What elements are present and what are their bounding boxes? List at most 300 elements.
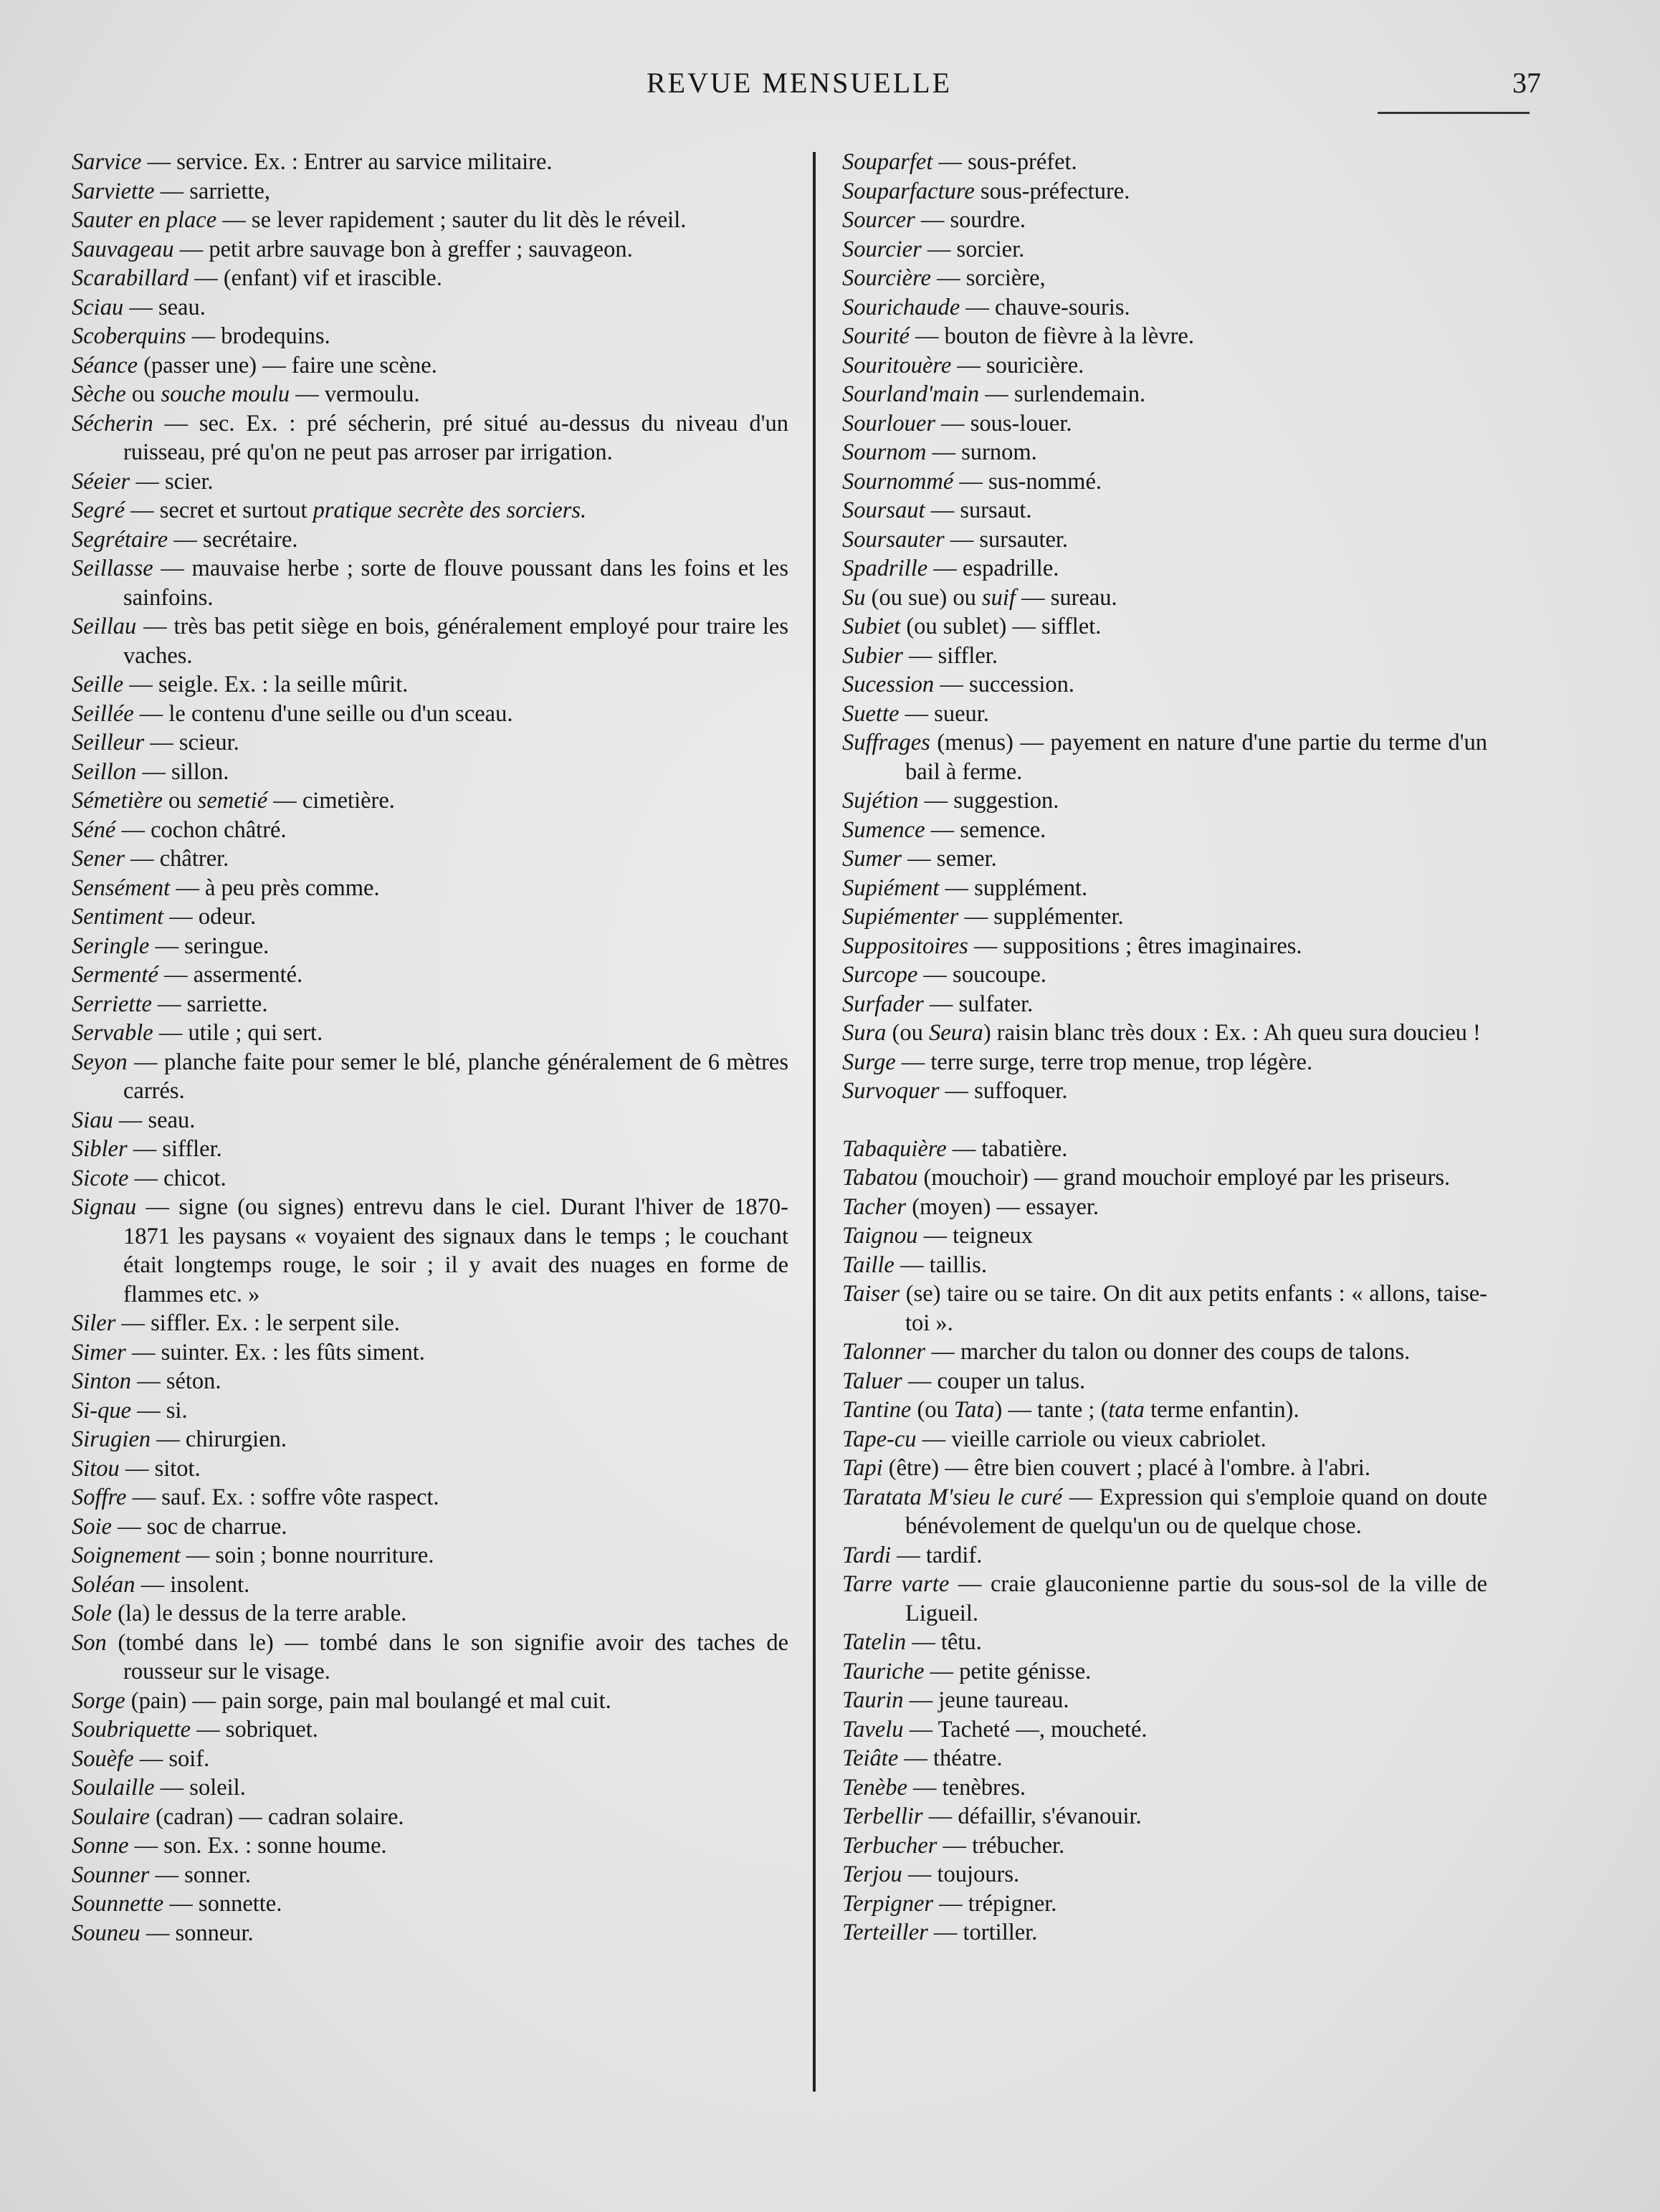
entry-headword: Sourcer	[842, 207, 915, 233]
glossary-entry	[72, 1396, 788, 1426]
entry-definition: (cadran) — cadran solaire.	[149, 1803, 404, 1830]
glossary-entry	[842, 467, 1487, 497]
entry-definition: — Expression qui s'emploie quand on doute bénévolement de quelqu'un ou de quelque chose.	[905, 1484, 1487, 1539]
entry-headword: Sentiment	[72, 904, 164, 930]
entry-headword: Tabatou	[842, 1165, 918, 1191]
entry-definition: — cochon châtré.	[115, 816, 287, 843]
glossary-entry	[842, 786, 1487, 816]
page-number: 37	[1512, 67, 1541, 99]
glossary-entry	[842, 1019, 1487, 1048]
glossary-entry	[72, 1135, 788, 1164]
entry-definition: — insolent.	[135, 1571, 250, 1598]
entry-definition: — sonneur.	[140, 1920, 254, 1946]
glossary-entry	[842, 1628, 1487, 1657]
entry-definition: — couper un talus.	[902, 1368, 1086, 1394]
entry-definition: — trébucher.	[937, 1832, 1065, 1859]
glossary-entry	[842, 874, 1487, 903]
entry-headword: suif	[981, 584, 1016, 611]
entry-headword: Taratata M'sieu le curé	[842, 1484, 1063, 1510]
entry-headword: Sicote	[72, 1165, 129, 1191]
glossary-entry	[842, 1570, 1487, 1628]
entry-headword: Terjou	[842, 1861, 902, 1887]
entry-headword: Surge	[842, 1049, 896, 1075]
entry-headword: Tapi	[842, 1455, 883, 1481]
glossary-entry	[842, 1773, 1487, 1803]
entry-headword: Sucession	[842, 672, 935, 697]
entry-definition: — sobriquet.	[191, 1717, 318, 1743]
entry-definition: — défaillir, s'évanouir.	[922, 1803, 1142, 1829]
glossary-entry	[72, 1106, 788, 1135]
entry-definition: — scier.	[130, 468, 214, 495]
glossary-entry	[72, 932, 788, 961]
entry-headword: Terpigner	[842, 1890, 934, 1917]
glossary-entry	[72, 1425, 788, 1454]
entry-definition: — Tacheté —, moucheté.	[903, 1716, 1148, 1743]
entry-definition: — signe (ou signes) entrevu dans le ciel. Durant l'hiver de 1870-1871 les paysans « voyaient des signaux dans le temps ; le couchant était longtemps rouge, le soir ; il y avait des nuages en forme de flammes etc. »	[123, 1194, 788, 1307]
glossary-entry	[842, 1715, 1487, 1745]
entry-definition: — espadrille.	[927, 556, 1059, 581]
glossary-entry	[842, 351, 1487, 381]
entry-headword: Scoberquins	[72, 323, 186, 349]
entry-headword: Seilleur	[72, 730, 145, 755]
entry-headword: Sonne	[72, 1833, 129, 1859]
entry-definition: — soif.	[133, 1745, 210, 1772]
glossary-entry	[72, 1512, 788, 1542]
entry-headword: Tenèbe	[842, 1774, 907, 1801]
entry-definition: (menus) — payement en nature d'une partie du terme d'un bail à ferme.	[905, 730, 1487, 785]
entry-definition: (passer une) — faire une scène.	[138, 352, 437, 378]
glossary-entry	[72, 264, 788, 293]
entry-headword: Scarabillard	[72, 265, 189, 291]
entry-headword: Signau	[72, 1194, 137, 1220]
entry-definition: (être) — être bien couvert ; placé à l'ombre. à l'abri.	[882, 1455, 1370, 1481]
entry-definition: — châtrer.	[125, 846, 229, 872]
entry-headword: Soignement	[72, 1543, 181, 1568]
entry-definition: — soc de charrue.	[111, 1513, 287, 1540]
left-column	[72, 148, 788, 1948]
entry-definition: — souricière.	[951, 352, 1084, 378]
entry-definition: — tabatière.	[946, 1135, 1068, 1162]
entry-headword: pratique secrète des sorciers.	[313, 497, 587, 523]
entry-headword: Soursaut	[842, 497, 925, 523]
glossary-entry	[72, 728, 788, 758]
glossary-entry	[842, 1367, 1487, 1396]
entry-definition: — supplémenter.	[958, 904, 1124, 930]
entry-definition: — sursauter.	[944, 526, 1069, 553]
entry-headword: Siler	[72, 1310, 116, 1336]
glossary-entry	[72, 554, 788, 612]
entry-definition: — têtu.	[906, 1629, 982, 1655]
glossary-entry	[72, 177, 788, 206]
entry-definition: — sonner.	[149, 1861, 252, 1888]
entry-headword: Sumence	[842, 816, 925, 843]
entry-headword: Son	[72, 1629, 107, 1656]
entry-definition: — surnom.	[926, 439, 1037, 465]
entry-headword: Si-que	[72, 1397, 132, 1424]
glossary-entry	[842, 1454, 1487, 1483]
glossary-entry	[72, 467, 788, 497]
glossary-entry	[72, 1629, 788, 1687]
glossary-entry	[842, 1831, 1487, 1861]
entry-headword: Taille	[842, 1252, 895, 1278]
entry-headword: Tantine	[842, 1397, 912, 1423]
entry-headword: Souneu	[72, 1920, 140, 1946]
entry-headword: Sournommé	[842, 468, 954, 495]
entry-definition: — semer.	[902, 846, 997, 872]
glossary-entry	[72, 874, 788, 903]
entry-definition: — sauf. Ex. : soffre vôte raspect.	[126, 1484, 439, 1510]
entry-definition: — seigle. Ex. : la seille mûrit.	[123, 672, 409, 697]
entry-headword: Souparfacture	[842, 178, 975, 204]
glossary-entry	[842, 1889, 1487, 1919]
glossary-entry	[842, 1396, 1487, 1425]
glossary-entry	[72, 990, 788, 1019]
entry-definition: — vermoulu.	[290, 381, 420, 407]
entry-definition: — secret et surtout	[125, 497, 313, 523]
entry-definition: — (enfant) vif et irascible.	[189, 265, 442, 291]
entry-definition: — supplément.	[939, 874, 1088, 901]
glossary-entry	[72, 960, 788, 990]
glossary-entry	[842, 235, 1487, 264]
glossary-entry	[842, 844, 1487, 874]
entry-headword: Sourlouer	[842, 410, 935, 437]
entry-headword: Simer	[72, 1339, 126, 1365]
glossary-entry	[72, 525, 788, 555]
glossary-entry	[842, 496, 1487, 525]
entry-headword: Séné	[72, 816, 116, 843]
entry-headword: Sèche	[72, 381, 126, 407]
entry-headword: Seillée	[72, 700, 134, 727]
entry-headword: Siau	[72, 1107, 113, 1133]
entry-definition: — taillis.	[894, 1252, 987, 1278]
entry-definition: — succession.	[934, 672, 1075, 697]
entry-definition: — siffler.	[127, 1136, 222, 1162]
section-gap	[842, 1106, 1487, 1135]
entry-headword: Souèfe	[72, 1745, 134, 1772]
entry-headword: Sitou	[72, 1455, 120, 1482]
entry-definition: — théatre.	[898, 1745, 1003, 1771]
entry-headword: Teiâte	[842, 1745, 899, 1771]
entry-headword: Soie	[72, 1513, 112, 1540]
glossary-entry	[72, 758, 788, 787]
glossary-entry	[842, 177, 1487, 206]
entry-headword: Terteiller	[842, 1920, 928, 1945]
entry-definition: — semence.	[925, 816, 1046, 843]
glossary-entry	[72, 1745, 788, 1774]
glossary-entry	[72, 1599, 788, 1629]
entry-headword: Subiet	[842, 614, 901, 639]
entry-headword: Su	[842, 584, 866, 611]
glossary-entry	[72, 700, 788, 729]
entry-definition: — son. Ex. : sonne houme.	[128, 1833, 387, 1859]
entry-headword: Souparfet	[842, 149, 933, 175]
entry-definition: — sarriette.	[151, 991, 268, 1017]
entry-headword: Surcope	[842, 962, 918, 988]
entry-definition: — sourdre.	[915, 207, 1026, 233]
glossary-entry	[72, 293, 788, 323]
glossary-entry	[842, 728, 1487, 786]
entry-definition: — petite génisse.	[924, 1658, 1092, 1684]
glossary-entry	[72, 1338, 788, 1368]
entry-headword: Sener	[72, 846, 125, 872]
entry-definition: — craie glauconienne partie du sous-sol de la ville de Ligueil.	[905, 1571, 1487, 1626]
entry-definition: — si.	[131, 1397, 188, 1424]
entry-definition: — bouton de fièvre à la lèvre.	[909, 323, 1194, 349]
entry-definition: — chauve-souris.	[960, 294, 1130, 320]
glossary-entry	[842, 1541, 1487, 1570]
glossary-entry	[72, 1454, 788, 1484]
entry-headword: tata	[1108, 1397, 1145, 1423]
entry-headword: Sujétion	[842, 788, 919, 814]
entry-definition: — assermenté.	[158, 962, 303, 988]
entry-headword: Taurin	[842, 1687, 904, 1713]
entry-headword: Taignou	[842, 1223, 918, 1249]
entry-definition: — tenèbres.	[907, 1774, 1026, 1801]
entry-headword: Sole	[72, 1601, 112, 1626]
entry-definition: — sorcier.	[921, 236, 1025, 262]
entry-definition: — seringue.	[149, 933, 269, 959]
entry-definition: (ou sublet) — sifflet.	[900, 614, 1102, 639]
glossary-entry	[842, 322, 1487, 351]
entry-headword: Sarvice	[72, 149, 142, 175]
entry-headword: Tabaquière	[842, 1135, 947, 1162]
entry-headword: Soléan	[72, 1571, 135, 1598]
glossary-entry	[842, 1802, 1487, 1831]
entry-headword: Soulaille	[72, 1775, 155, 1801]
entry-definition: — très bas petit siège en bois, généralement employé pour traire les vaches.	[123, 614, 788, 669]
entry-definition: — sueur.	[899, 700, 989, 727]
glossary-entry	[72, 612, 788, 670]
entry-definition: ou	[125, 381, 161, 407]
entry-definition: — sursaut.	[925, 497, 1032, 523]
entry-definition: — sulfater.	[923, 991, 1034, 1017]
glossary-entry	[842, 1251, 1487, 1280]
entry-definition: — utile ; qui sert.	[153, 1020, 323, 1046]
glossary-entry	[72, 1773, 788, 1803]
entry-definition: (se) taire ou se taire. On dit aux petits enfants : « allons, taise-toi ».	[900, 1281, 1487, 1336]
entry-definition: — planche faite pour semer le blé, planche généralement de 6 mètres carrés.	[123, 1049, 788, 1104]
entry-headword: Servable	[72, 1020, 153, 1046]
glossary-entry	[72, 1570, 788, 1600]
entry-headword: Sourcière	[842, 265, 931, 291]
glossary-entry	[72, 844, 788, 874]
glossary-entry	[842, 1193, 1487, 1222]
glossary-entry	[842, 1686, 1487, 1715]
glossary-entry	[72, 496, 788, 525]
glossary-entry	[72, 1861, 788, 1890]
glossary-entry	[842, 932, 1487, 961]
entry-definition: — sorcière,	[930, 265, 1046, 291]
glossary-entry	[842, 1163, 1487, 1193]
entry-headword: Séeier	[72, 468, 130, 495]
entry-headword: Segré	[72, 497, 125, 523]
entry-definition: — tortiller.	[927, 1920, 1038, 1945]
entry-definition: — sitot.	[119, 1455, 201, 1482]
entry-definition: — chicot.	[128, 1165, 226, 1191]
entry-definition: — surlendemain.	[979, 381, 1146, 407]
entry-headword: Terbellir	[842, 1803, 923, 1829]
glossary-entry	[72, 148, 788, 177]
entry-headword: Sensément	[72, 874, 171, 901]
entry-definition: — tardif.	[891, 1542, 983, 1568]
glossary-entry	[842, 1077, 1487, 1106]
entry-definition: (moyen) — essayer.	[906, 1193, 1099, 1220]
entry-definition: — seau.	[113, 1107, 196, 1133]
glossary-entry	[72, 1687, 788, 1716]
glossary-entry	[842, 670, 1487, 700]
entry-headword: Seillasse	[72, 556, 153, 581]
glossary-entry	[72, 1715, 788, 1745]
entry-definition: — toujours.	[902, 1861, 1020, 1887]
entry-definition: — soucoupe.	[917, 962, 1046, 988]
entry-headword: Soursauter	[842, 526, 945, 553]
glossary-entry	[842, 1135, 1487, 1164]
entry-headword: Tata	[953, 1397, 995, 1423]
glossary-entry	[72, 351, 788, 381]
entry-definition: — teigneux	[917, 1223, 1034, 1249]
entry-headword: Seringle	[72, 933, 150, 959]
entry-headword: Tape-cu	[842, 1426, 917, 1452]
entry-definition: — marcher du talon ou donner des coups de talons.	[925, 1339, 1411, 1365]
entry-definition: (la) le dessus de la terre arable.	[111, 1601, 407, 1626]
entry-headword: Sournom	[842, 439, 927, 465]
entry-definition: — sous-louer.	[935, 410, 1072, 437]
entry-definition: — odeur.	[163, 904, 257, 930]
entry-headword: Seura	[928, 1020, 983, 1046]
entry-definition: — suffoquer.	[939, 1078, 1068, 1104]
entry-headword: Seillau	[72, 614, 137, 639]
glossary-entry	[842, 1860, 1487, 1889]
entry-definition: — sureau.	[1015, 584, 1117, 611]
entry-definition: (mouchoir) — grand mouchoir employé par les priseurs.	[917, 1165, 1451, 1191]
glossary-entry	[72, 206, 788, 235]
entry-headword: Sauvageau	[72, 236, 174, 262]
glossary-entry	[72, 1367, 788, 1396]
glossary-entry	[72, 1919, 788, 1948]
glossary-entry	[842, 1483, 1487, 1541]
glossary-entry	[842, 583, 1487, 613]
entry-definition: (ou	[911, 1397, 954, 1423]
entry-definition: — trépigner.	[933, 1890, 1057, 1917]
entry-definition: — service. Ex. : Entrer au sarvice militaire.	[141, 149, 553, 175]
entry-headword: Supiément	[842, 874, 940, 901]
glossary-entry	[842, 148, 1487, 177]
glossary-entry	[72, 902, 788, 932]
glossary-entry	[72, 670, 788, 700]
glossary-entry	[72, 1831, 788, 1861]
running-header	[57, 63, 1541, 106]
entry-headword: Seillon	[72, 758, 137, 785]
glossary-entry	[842, 1221, 1487, 1251]
entry-headword: souche moulu	[161, 381, 290, 407]
entry-definition: — siffler. Ex. : le serpent sile.	[115, 1310, 400, 1336]
entry-headword: Sermenté	[72, 962, 158, 988]
entry-headword: Sibler	[72, 1136, 128, 1162]
entry-headword: Surfader	[842, 991, 924, 1017]
entry-definition: — terre surge, terre trop menue, trop légère.	[895, 1049, 1313, 1075]
entry-definition: — sonnette.	[163, 1891, 282, 1917]
glossary-entry	[842, 1425, 1487, 1454]
glossary-entry	[72, 235, 788, 264]
glossary-entry	[72, 1803, 788, 1832]
entry-headword: Supiémenter	[842, 904, 959, 930]
entry-definition: — se lever rapidement ; sauter du lit dès le réveil.	[216, 207, 687, 233]
entry-headword: Sounner	[72, 1861, 150, 1888]
entry-definition: (pain) — pain sorge, pain mal boulangé et mal cuit.	[125, 1687, 611, 1714]
entry-definition: — scieur.	[144, 730, 239, 755]
entry-headword: Subier	[842, 642, 903, 669]
entry-definition: — suinter. Ex. : les fûts siment.	[125, 1339, 425, 1365]
glossary-entry	[842, 816, 1487, 845]
entry-headword: Tarre varte	[842, 1571, 950, 1597]
right-column	[842, 148, 1487, 1948]
entry-headword: Tatelin	[842, 1629, 907, 1655]
entry-headword: Sumer	[842, 846, 902, 872]
glossary-entry	[72, 1164, 788, 1193]
entry-headword: Sémetière	[72, 788, 163, 814]
entry-definition: terme enfantin).	[1144, 1397, 1299, 1423]
entry-headword: Taiser	[842, 1281, 900, 1307]
entry-headword: Sourcier	[842, 236, 922, 262]
glossary-entry	[842, 409, 1487, 439]
entry-headword: Suffrages	[842, 730, 930, 755]
entry-headword: Sura	[842, 1020, 887, 1046]
entry-headword: Soffre	[72, 1484, 127, 1510]
entry-headword: Survoquer	[842, 1078, 940, 1104]
entry-headword: Soulaire	[72, 1803, 150, 1830]
glossary-entry	[72, 1048, 788, 1106]
entry-definition: — brodequins.	[186, 323, 330, 349]
entry-headword: Spadrille	[842, 556, 928, 581]
entry-headword: Seille	[72, 672, 124, 697]
entry-headword: Tardi	[842, 1542, 892, 1568]
entry-definition: sous-préfecture.	[974, 178, 1130, 204]
entry-definition: — chirurgien.	[151, 1426, 287, 1452]
entry-definition: — jeune taureau.	[903, 1687, 1069, 1713]
glossary-entry	[842, 1744, 1487, 1773]
entry-definition: (tombé dans le) — tombé dans le son signifie avoir des taches de rousseur sur le visage.	[106, 1629, 788, 1684]
glossary-entry	[842, 700, 1487, 729]
entry-headword: Sécherin	[72, 410, 153, 437]
glossary-entry	[842, 1048, 1487, 1077]
glossary-entry	[842, 1279, 1487, 1338]
entry-definition: — secrétaire.	[168, 526, 298, 553]
entry-headword: Souritouère	[842, 352, 952, 378]
glossary-entry	[72, 1019, 788, 1048]
entry-definition: (ou sue) ou	[865, 584, 982, 611]
entry-headword: Sorge	[72, 1687, 125, 1714]
glossary-entry	[842, 1918, 1487, 1948]
glossary-entry	[72, 1483, 788, 1512]
entry-headword: Taluer	[842, 1368, 902, 1394]
entry-headword: Sciau	[72, 294, 124, 320]
entry-headword: Soubriquette	[72, 1717, 191, 1743]
glossary-entry	[842, 1338, 1487, 1367]
entry-definition: ) — tante ; (	[994, 1397, 1109, 1423]
entry-definition: — cimetière.	[267, 788, 395, 814]
entry-definition: — siffler.	[902, 642, 998, 669]
entry-definition: ) raisin blanc très doux : Ex. : Ah queu sura doucieu !	[983, 1020, 1481, 1046]
entry-headword: Terbucher	[842, 1832, 938, 1859]
glossary-entry	[842, 525, 1487, 555]
entry-headword: Talonner	[842, 1339, 926, 1365]
glossary-entry	[72, 786, 788, 816]
entry-definition: — à peu près comme.	[170, 874, 380, 901]
entry-definition: — sillon.	[136, 758, 229, 785]
entry-headword: Sourichaude	[842, 294, 960, 320]
glossary-entry	[842, 293, 1487, 323]
entry-headword: Sarviette	[72, 178, 155, 204]
